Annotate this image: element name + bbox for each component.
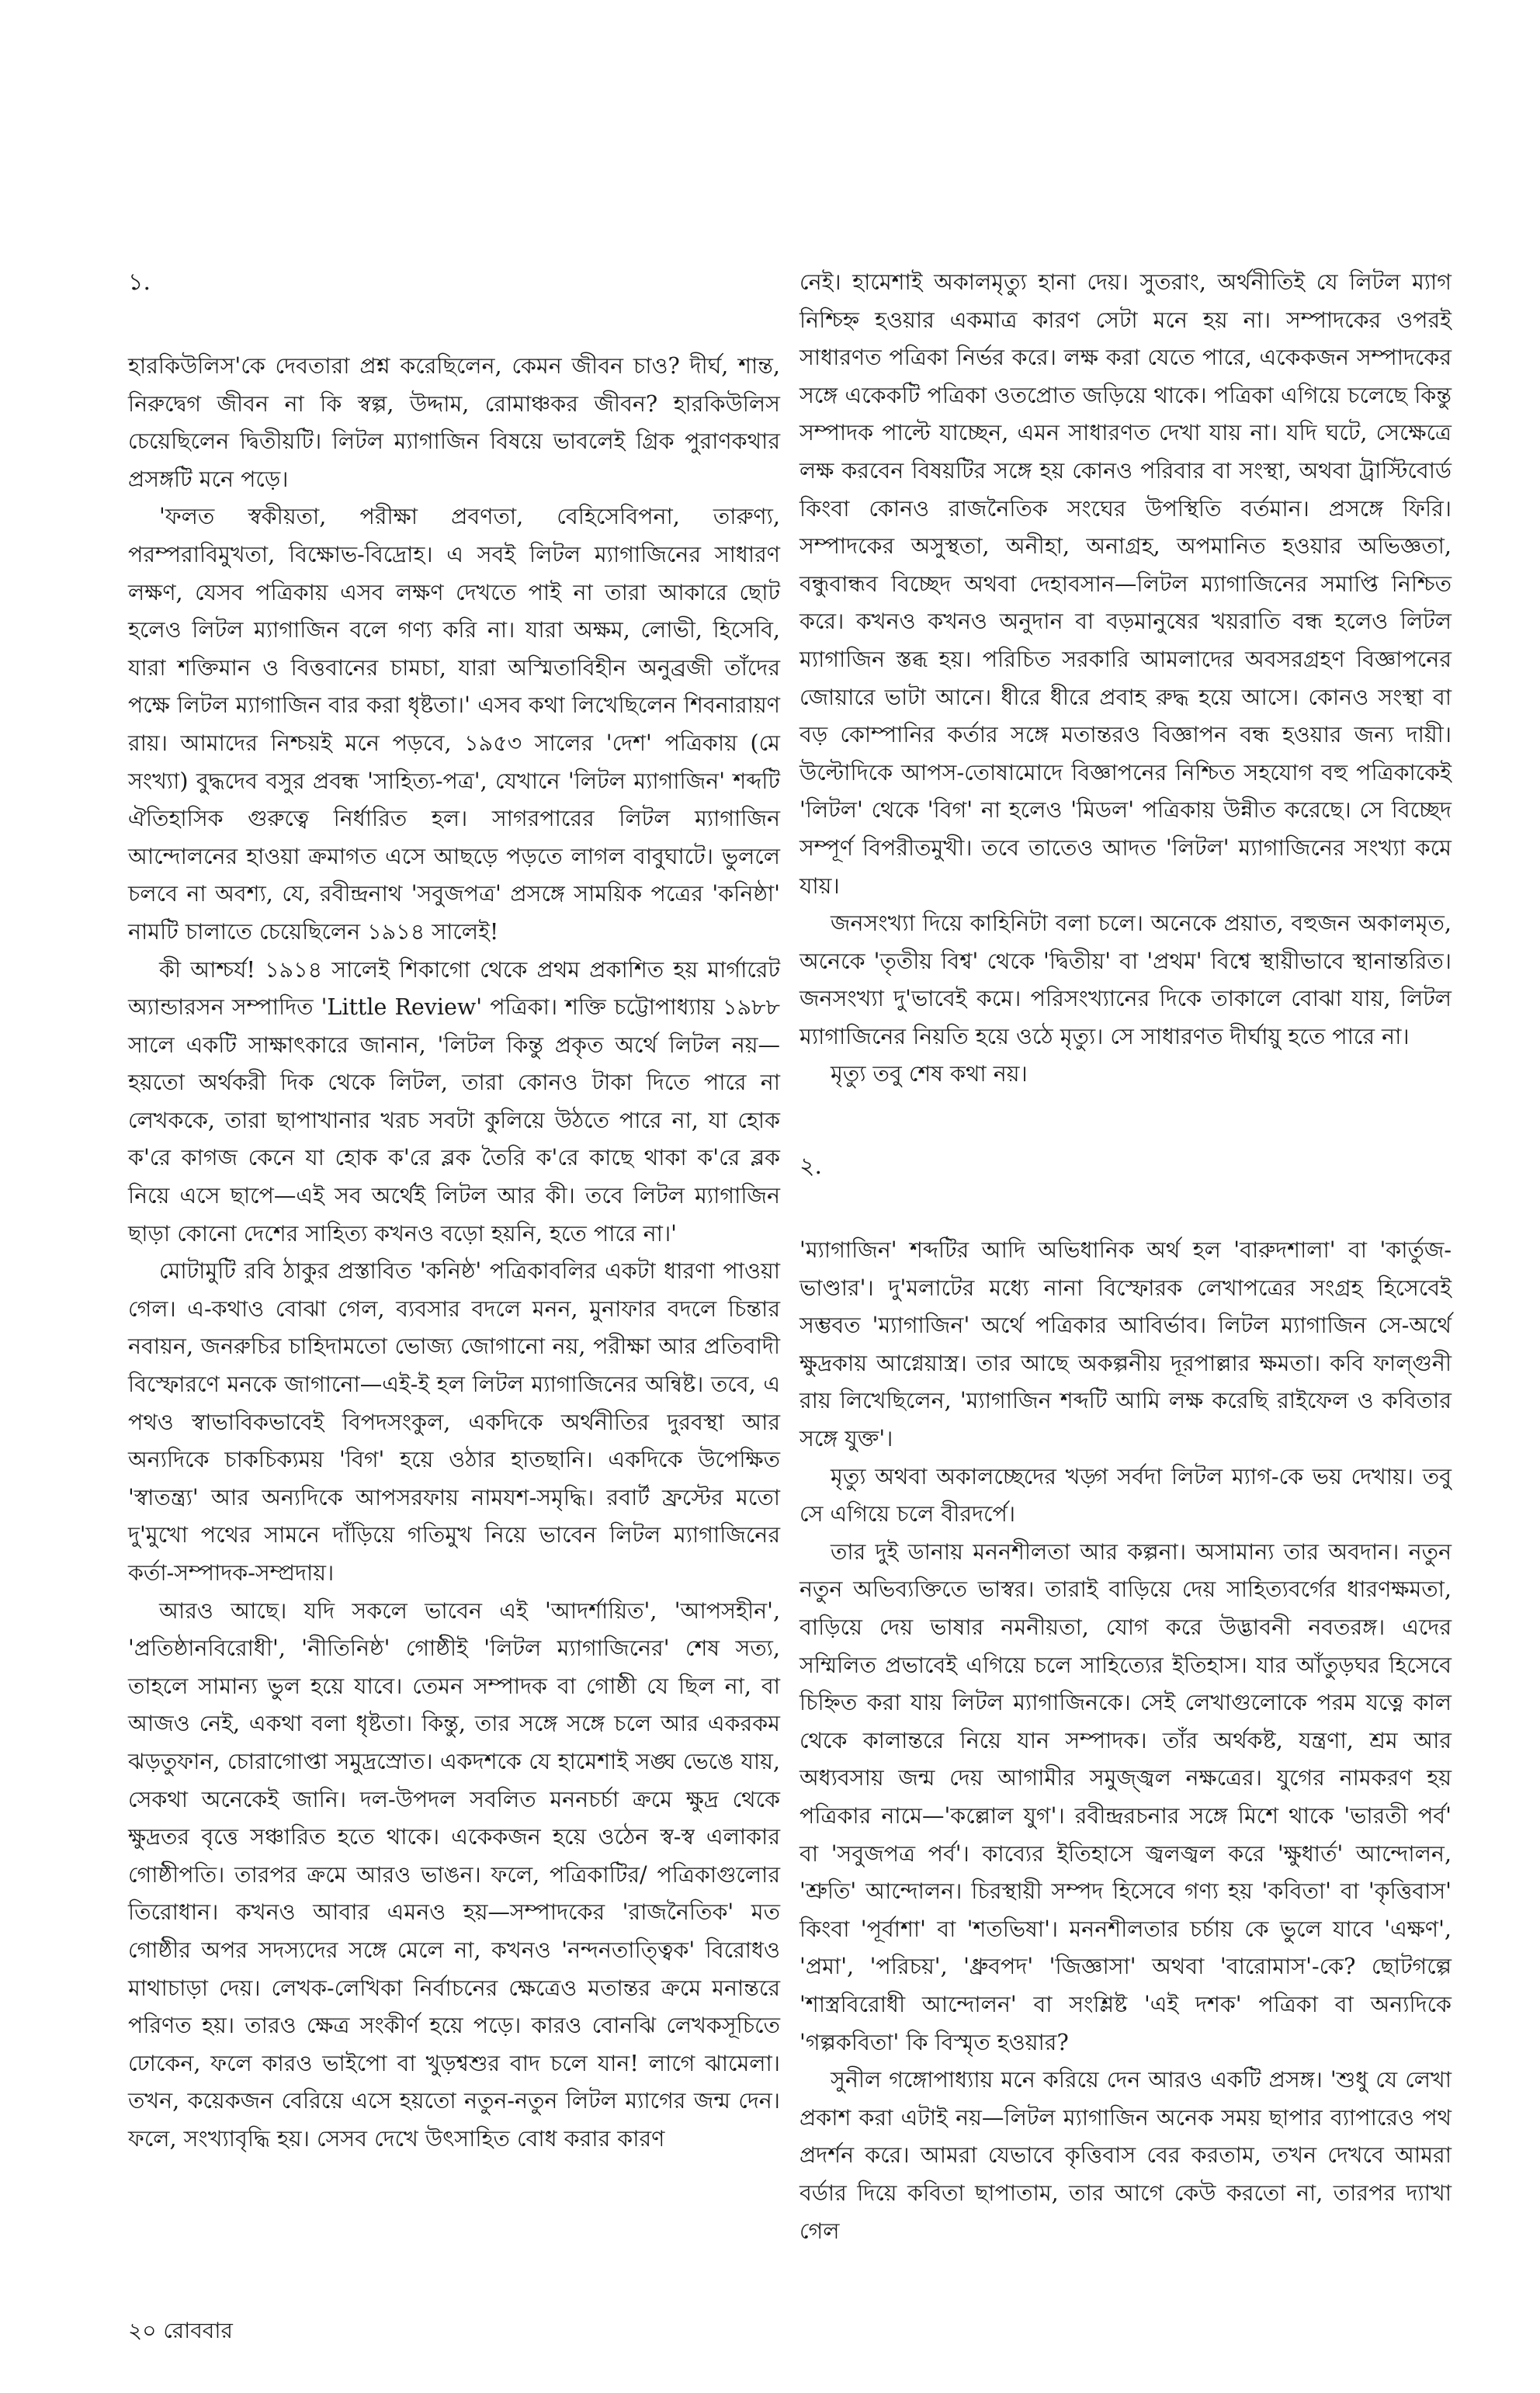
paragraph: মোটামুটি রবি ঠাকুর প্রস্তাবিত 'কনিষ্ঠ' পত্রিকাবলির একটা ধারণা পাওয়া গেল। এ-কথাও বোঝা গেল, ব্যবসার বদলে মনন, মুনাফার বদলে চিন্তার নবায়ন, জনরুচির চাহিদামতো ভোজ্য জোগানো নয়, পরীক্ষা আর প্রতিবাদী বিস্ফোরণে মনকে জাগানো—এই-ই হল লিটল ম্যাগাজিনের অন্বিষ্ট। তবে, এ পথও স্বাভাবিকভাবেই বিপদসংকুল, একদিকে অর্থনীতির দুরবস্থা আর অন্যদিকে চাকচিক্যময় 'বিগ' হয়ে ওঠার হাতছানি। একদিকে উপেক্ষিত 'স্বাতন্ত্র্য' আর অন্যদিকে আপসরফায় নামযশ-সমৃদ্ধি। রবার্ট ফ্রস্টের মতো দু'মুখো পথের সামনে দাঁড়িয়ে গতিমুখ নিয়ে ভাবেন লিটল ম্যাগাজিনের কর্তা-সম্পাদক-সম্প্রদায়। [128, 1258, 780, 1586]
left-column [128, 264, 780, 2159]
paragraph: 'ম্যাগাজিন' শব্দটির আদি অভিধানিক অর্থ হল 'বারুদশালা' বা 'কার্তুজ-ভাণ্ডার'। দু'মলাটের মধ্যে নানা বিস্ফোরক লেখাপত্রের সংগ্রহ হিসেবেই সম্ভবত 'ম্যাগাজিন' অর্থে পত্রিকার আবির্ভাব। লিটল ম্যাগাজিন সে-অর্থে ক্ষুদ্রকায় আগ্নেয়াস্ত্র। তার আছে অকল্পনীয় দূরপাল্লার ক্ষমতা। কবি ফাল্গুনী রায় লিখেছিলেন, 'ম্যাগাজিন শব্দটি আমি লক্ষ করেছি রাইফেল ও কবিতার সঙ্গে যুক্ত'। [799, 1237, 1452, 1452]
magazine-name: রোববার [163, 2318, 233, 2343]
paragraph: মৃত্যু তবু শেষ কথা নয়। [831, 1061, 1028, 1087]
section-number-1: ১. [128, 269, 151, 296]
paragraph: নেই। হামেশাই অকালমৃত্যু হানা দেয়। সুতরাং, অর্থনীতিই যে লিটল ম্যাগ নিশ্চিহ্ন হওয়ার একমাত্র কারণ সেটা মনে হয় না। সম্পাদকের ওপরই সাধারণত পত্রিকা নির্ভর করে। লক্ষ করা যেতে পারে, একেকজন সম্পাদকের সঙ্গে একেকটি পত্রিকা ওতপ্রোত জড়িয়ে থাকে। পত্রিকা এগিয়ে চলেছে কিন্তু সম্পাদক পাল্টে যাচ্ছেন, এমন সাধারণত দেখা যায় না। যদি ঘটে, সেক্ষেত্রে লক্ষ করবেন বিষয়টির সঙ্গে হয় কোনও পরিবার বা সংস্থা, অথবা ট্রাস্টিবোর্ড কিংবা কোনও রাজনৈতিক সংঘের উপস্থিতি বর্তমান। প্রসঙ্গে ফিরি। সম্পাদকের অসুস্থতা, অনীহা, অনাগ্রহ, অপমানিত হওয়ার অভিজ্ঞতা, বন্ধুবান্ধব বিচ্ছেদ অথবা দেহাবসান—লিটল ম্যাগাজিনের সমাপ্তি নিশ্চিত করে। কখনও কখনও অনুদান বা বড়মানুষের খয়রাতি বন্ধ হলেও লিটল ম্যাগাজিন স্তব্ধ হয়। পরিচিত সরকারি আমলাদের অবসরগ্রহণ বিজ্ঞাপনের জোয়ারে ভাটা আনে। ধীরে ধীরে প্রবাহ রুদ্ধ হয়ে আসে। কোনও সংস্থা বা বড় কোম্পানির কর্তার সঙ্গে মতান্তরও বিজ্ঞাপন বন্ধ হওয়ার জন্য দায়ী। উল্টোদিকে আপস-তোষামোদে বিজ্ঞাপনের নিশ্চিত সহযোগ বহু পত্রিকাকেই 'লিটল' থেকে 'বিগ' না হলেও 'মিডল' পত্রিকায় উন্নীত করেছে। সে বিচ্ছেদ সম্পূর্ণ বিপরীতমুখী। তবে তাতেও আদত 'লিটল' ম্যাগাজিনের সংখ্যা কমে যায়। [799, 269, 1452, 899]
paragraph: তার দুই ডানায় মননশীলতা আর কল্পনা। অসামান্য তার অবদান। নতুন নতুন অভিব্যক্তিতে ভাস্বর। তারাই বাড়িয়ে দেয় সাহিত্যবর্গের ধারণক্ষমতা, বাড়িয়ে দেয় ভাষার নমনীয়তা, যোগ করে উদ্ভাবনী নবতরঙ্গ। এদের সম্মিলিত প্রভাবেই এগিয়ে চলে সাহিত্যের ইতিহাস। যার আঁতুড়ঘর হিসেবে চিহ্নিত করা যায় লিটল ম্যাগাজিনকে। সেই লেখাগুলোকে পরম যত্নে কাল থেকে কালান্তরে নিয়ে যান সম্পাদক। তাঁর অর্থকষ্ট, যন্ত্রণা, শ্রম আর অধ্যবসায় জন্ম দেয় আগামীর সমুজ্জ্বল নক্ষত্রের। যুগের নামকরণ হয় পত্রিকার নামে—'কল্লোল যুগ'। রবীন্দ্ররচনার সঙ্গে মিশে থাকে 'ভারতী পর্ব' বা 'সবুজপত্র পর্ব'। কাব্যের ইতিহাসে জ্বলজ্বল করে 'ক্ষুধার্ত' আন্দোলন, 'শ্রুতি' আন্দোলন। চিরস্থায়ী সম্পদ হিসেবে গণ্য হয় 'কবিতা' বা 'কৃত্তিবাস' কিংবা 'পূর্বাশা' বা 'শতভিষা'। মননশীলতার চর্চায় কে ভুলে যাবে 'এক্ষণ', 'প্রমা', 'পরিচয়', 'ধ্রুবপদ' 'জিজ্ঞাসা' অথবা 'বারোমাস'-কে? ছোটগল্পে 'শাস্ত্রবিরোধী আন্দোলন' বা সংশ্লিষ্ট 'এই দশক' পত্রিকা বা অন্যদিকে 'গল্পকবিতা' কি বিস্মৃত হওয়ার? [799, 1538, 1452, 2055]
paragraph: আরও আছে। যদি সকলে ভাবেন এই 'আদর্শায়িত', 'আপসহীন', 'প্রতিষ্ঠানবিরোধী', 'নীতিনিষ্ঠ' গোষ্ঠীই 'লিটল ম্যাগাজিনের' শেষ সত্য, তাহলে সামান্য ভুল হয়ে যাবে। তেমন সম্পাদক বা গোষ্ঠী যে ছিল না, বা আজও নেই, একথা বলা ধৃষ্টতা। কিন্তু, তার সঙ্গে সঙ্গে চলে আর একরকম ঝড়তুফান, চোরাগোপ্তা সমুদ্রস্রোত। একদশকে যে হামেশাই সঙ্ঘ ভেঙে যায়, সেকথা অনেকেই জানি। দল-উপদল সবলিত মননচর্চা ক্রমে ক্ষুদ্র থেকে ক্ষুদ্রতর বৃত্তে সঞ্চারিত হতে থাকে। একেকজন হয়ে ওঠেন স্ব-স্ব এলাকার গোষ্ঠীপতি। তারপর ক্রমে আরও ভাঙন। ফলে, পত্রিকাটির/ পত্রিকাগুলোর তিরোধান। কখনও আবার এমনও হয়—সম্পাদকের 'রাজনৈতিক' মত গোষ্ঠীর অপর সদস্যদের সঙ্গে মেলে না, কখনও 'নন্দনতাত্ত্বিক' বিরোধও মাথাচাড়া দেয়। লেখক-লেখিকা নির্বাচনের ক্ষেত্রেও মতান্তর ক্রমে মনান্তরে পরিণত হয়। তারও ক্ষেত্র সংকীর্ণ হয়ে পড়ে। কারও বোনঝি লেখকসূচিতে ঢোকেন, ফলে কারও ভাইপো বা খুড়শ্বশুর বাদ চলে যান! লাগে ঝামেলা। তখন, কয়েকজন বেরিয়ে এসে হয়তো নতুন-নতুন লিটল ম্যাগের জন্ম দেন। ফলে, সংখ্যাবৃদ্ধি হয়। সেসব দেখে উৎসাহিত বোধ করার কারণ [128, 1597, 780, 2152]
paragraph: 'ফলত স্বকীয়তা, পরীক্ষা প্রবণতা, বেহিসেবিপনা, তারুণ্য, পরম্পরাবিমুখতা, বিক্ষোভ-বিদ্রোহ। এ সবই লিটল ম্যাগাজিনের সাধারণ লক্ষণ, যেসব পত্রিকায় এসব লক্ষণ দেখতে পাই না তারা আকারে ছোট হলেও লিটল ম্যাগাজিন বলে গণ্য করি না। যারা অক্ষম, লোভী, হিসেবি, যারা শক্তিমান ও বিত্তবানের চামচা, যারা অস্মিতাবিহীন অনুব্রজী তাঁদের পক্ষে লিটল ম্যাগাজিন বার করা ধৃষ্টতা।' এসব কথা লিখেছিলেন শিবনারায়ণ রায়। আমাদের নিশ্চয়ই মনে পড়বে, ১৯৫৩ সালের 'দেশ' পত্রিকায় (মে সংখ্যা) বুদ্ধদেব বসুর প্রবন্ধ 'সাহিত্য-পত্র', যেখানে 'লিটল ম্যাগাজিন' শব্দটি ঐতিহাসিক গুরুত্বে নির্ধারিত হল। সাগরপারের লিটল ম্যাগাজিন আন্দোলনের হাওয়া ক্রমাগত এসে আছড়ে পড়তে লাগল বাবুঘাটে। ভুললে চলবে না অবশ্য, যে, রবীন্দ্রনাথ 'সবুজপত্র' প্রসঙ্গে সাময়িক পত্রের 'কনিষ্ঠা' নামটি চালাতে চেয়েছিলেন ১৯১৪ সালেই! [128, 504, 780, 945]
paragraph: জনসংখ্যা দিয়ে কাহিনিটা বলা চলে। অনেকে প্রয়াত, বহুজন অকালমৃত, অনেকে 'তৃতীয় বিশ্ব' থেকে 'দ্বিতীয়' বা 'প্রথম' বিশ্বে স্থায়ীভাবে স্থানান্তরিত। জনসংখ্যা দু'ভাবেই কমে। পরিসংখ্যানের দিকে তাকালে বোঝা যায়, লিটল ম্যাগাজিনের নিয়তি হয়ে ওঠে মৃত্যু। সে সাধারণত দীর্ঘায়ু হতে পারে না। [799, 910, 1452, 1049]
section-number-2: ২. [799, 1153, 823, 1181]
page-footer [128, 2317, 233, 2345]
paragraph: সুনীল গঙ্গোপাধ্যায় মনে করিয়ে দেন আরও একটি প্রসঙ্গ। 'শুধু যে লেখা প্রকাশ করা এটাই নয়—লিটল ম্যাগাজিন অনেক সময় ছাপার ব্যাপারেও পথ প্রদর্শন করে। আমরা যেভাবে কৃত্তিবাস বের করতাম, তখন দেখবে আমরা বর্ডার দিয়ে কবিতা ছাপাতাম, তার আগে কেউ করতো না, তারপর দ্যাখা গেল [799, 2067, 1452, 2244]
page-number: ২০ [128, 2318, 157, 2343]
paragraph: কী আশ্চর্য! ১৯১৪ সালেই শিকাগো থেকে প্রথম প্রকাশিত হয় মার্গারেট অ্যান্ডারসন সম্পাদিত 'Little Review' পত্রিকা। শক্তি চট্টোপাধ্যায় ১৯৮৮ সালে একটি সাক্ষাৎকারে জানান, 'লিটল কিন্তু প্রকৃত অর্থে লিটল নয়—হয়তো অর্থকরী দিক থেকে লিটল, তারা কোনও টাকা দিতে পারে না লেখককে, তারা ছাপাখানার খরচ সবটা কুলিয়ে উঠতে পারে না, যা হোক ক'রে কাগজ কেনে যা হোক ক'রে ব্লক তৈরি ক'রে কাছে থাকা ক'রে ব্লক নিয়ে এসে ছাপে—এই সব অর্থেই লিটল আর কী। তবে লিটল ম্যাগাজিন ছাড়া কোনো দেশের সাহিত্য কখনও বড়ো হয়নি, হতে পারে না।' [128, 956, 780, 1247]
paragraph: মৃত্যু অথবা অকালচ্ছেদের খড়্গ সর্বদা লিটল ম্যাগ-কে ভয় দেখায়। তবু সে এগিয়ে চলে বীরদর্পে। [799, 1463, 1452, 1528]
paragraph: হারকিউলিস'কে দেবতারা প্রশ্ন করেছিলেন, কেমন জীবন চাও? দীর্ঘ, শান্ত, নিরুদ্বেগ জীবন না কি স্বল্প, উদ্দাম, রোমাঞ্চকর জীবন? হারকিউলিস চেয়েছিলেন দ্বিতীয়টি। লিটল ম্যাগাজিন বিষয়ে ভাবলেই গ্রিক পুরাণকথার প্রসঙ্গটি মনে পড়ে। [128, 353, 780, 492]
right-column [799, 264, 1452, 2250]
